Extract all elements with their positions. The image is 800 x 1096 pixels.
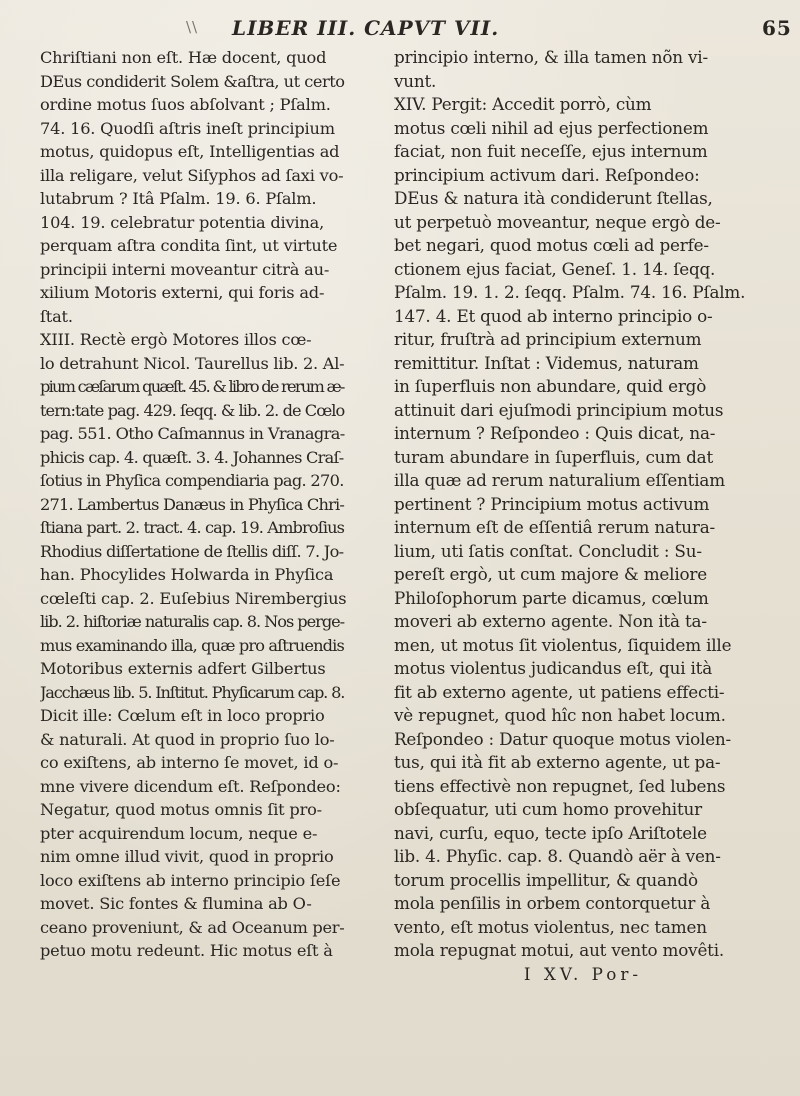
text-line: lib. 2. hiſtoriæ naturalis cap. 8. Nos perge- xyxy=(40,612,345,631)
text-line: lib. 4. Phyſic. cap. 8. Quandò aër à ven- xyxy=(394,846,721,866)
text-line: petuo motu redeunt. Hic motus eſt à xyxy=(40,941,333,960)
text-line: nim omne illud vivit, quod in proprio xyxy=(40,847,334,866)
text-line: men, ut motus ſit violentus, ſiquidem ille xyxy=(394,634,732,655)
running-head-prefix: \\ xyxy=(186,18,199,36)
text-line: DEus condiderit Solem &aſtra, ut certo xyxy=(40,71,345,91)
text-line: mola repugnat motui, aut vento movêti. xyxy=(394,940,725,960)
text-line: & naturali. At quod in proprio ſuo lo- xyxy=(40,729,335,749)
text-line: Dicit ille: Cœlum eſt in loco proprio xyxy=(40,706,325,725)
text-line: principium activum dari. Reſpondeo: xyxy=(394,164,700,185)
text-line: vento, eſt motus violentus, nec tamen xyxy=(394,916,707,937)
text-line: ſtat. xyxy=(40,306,73,326)
text-line: in ſuperfluis non abundare, quid ergò xyxy=(394,376,707,396)
text-line: faciat, non fuit neceſſe, ejus internum xyxy=(394,141,708,161)
text-line: fit ab externo agente, ut patiens effecti- xyxy=(394,681,725,702)
text-line: mne vivere dicendum eſt. Reſpondeo: xyxy=(40,776,341,796)
page-number: 65 xyxy=(762,16,792,40)
text-line: tiens effectivè non repugnet, ſed lubens xyxy=(394,775,726,796)
text-line: 271. Lambertus Danæus in Phyſica Chri- xyxy=(40,494,345,514)
text-line: illa quæ ad rerum naturalium eſſentiam xyxy=(394,470,725,490)
text-line: internum eſt de eſſentiâ rerum natura- xyxy=(394,517,715,537)
text-line: Reſpondeo : Datur quoque motus violen- xyxy=(394,728,732,749)
text-line: tern:tate pag. 429. ſeqq. & lib. 2. de Cœlo xyxy=(40,400,345,420)
text-line: cœleſti cap. 2. Euſebius Nirembergius xyxy=(40,588,346,608)
text-line: principio interno, & illa tamen nõn vi- xyxy=(394,47,708,67)
text-line: vè repugnet, quod hîc non habet locum. xyxy=(394,705,726,725)
running-head-title: LIBER III. CAPVT VII. xyxy=(232,16,500,40)
text-line: torum procellis impellitur, & quandò xyxy=(394,869,698,890)
text-line: pereſt ergò, ut cum majore & meliore xyxy=(394,564,707,584)
text-line: mus examinando illa, quæ pro aſtruendis xyxy=(40,635,344,655)
text-line: ritur, fruſtrà ad principium externum xyxy=(394,329,702,349)
text-line: lutabrum ? Itâ Pſalm. 19. 6. Pſalm. xyxy=(40,189,317,208)
text-line: 147. 4. Et quod ab interno principio o- xyxy=(394,305,713,326)
text-line: remittitur. Inſtat : Videmus, naturam xyxy=(394,352,699,373)
text-line: ceano proveniunt, & ad Oceanum per- xyxy=(40,917,345,937)
text-line: ctionem ejus faciat, Geneſ. 1. 14. ſeqq. xyxy=(394,258,716,279)
left-text-column xyxy=(40,46,346,963)
text-line: ut perpetuò moveantur, neque ergò de- xyxy=(394,211,721,232)
text-line: tus, qui ità fit ab externo agente, ut pa- xyxy=(394,752,721,772)
text-line: I XV. Por- xyxy=(523,963,643,984)
text-line: ſtiana part. 2. tract. 4. cap. 19. Ambroſius xyxy=(40,518,345,537)
running-head xyxy=(0,14,800,44)
text-line: perquam aſtra condita ſint, ut virtute xyxy=(40,236,338,255)
text-line: Pſalm. 19. 1. 2. ſeqq. Pſalm. 74. 16. Pſalm. xyxy=(394,282,746,302)
text-line: phicis cap. 4. quæſt. 3. 4. Johannes Craſ- xyxy=(40,447,344,467)
text-line: Motoribus externis adfert Gilbertus xyxy=(40,659,326,678)
text-line: Rhodius diſſertatione de ſtellis diſſ. 7. Jo- xyxy=(40,541,344,561)
text-line: co exiſtens, ab interno ſe movet, id o- xyxy=(40,753,339,772)
text-line: motus cœli nihil ad ejus perfectionem xyxy=(394,117,709,138)
text-line: loco exiſtens ab interno principio ſeſe xyxy=(40,870,341,890)
text-line: attinuit dari ejuſmodi principium motus xyxy=(394,399,724,420)
text-line: lium, uti ſatis conſtat. Concludit : Su- xyxy=(394,540,702,561)
text-line: pag. 551. Otho Caſmannus in Vranagra- xyxy=(40,424,345,443)
text-line: pter acquirendum locum, neque e- xyxy=(40,823,318,843)
text-line: pium cæſarum quæſt. 45. & libro de rerum æ- xyxy=(40,377,344,396)
text-line: han. Phocylides Holwarda in Phyſica xyxy=(40,565,334,584)
text-line: ordine motus ſuos abſolvant ; Pſalm. xyxy=(40,95,331,114)
text-line: turam abundare in ſuperfluis, cum dat xyxy=(394,446,714,467)
text-line: xilium Motoris externi, qui foris ad- xyxy=(40,283,325,302)
text-line: vunt. xyxy=(394,70,437,91)
text-line: XIV. Pergit: Accedit porrò, cùm xyxy=(394,94,652,114)
text-line: principii interni moveantur citrà au- xyxy=(40,259,330,279)
text-line: mola penſilis in orbem contorquetur à xyxy=(394,893,711,913)
text-line: lo detrahunt Nicol. Taurellus lib. 2. Al- xyxy=(40,353,345,373)
text-line: XIII. Rectè ergò Motores illos cœ- xyxy=(40,330,312,349)
text-line: Negatur, quod motus omnis ſit pro- xyxy=(40,800,322,819)
text-line: moveri ab externo agente. Non ità ta- xyxy=(394,611,707,631)
text-line: Chriſtiani non eſt. Hæ docent, quod xyxy=(40,48,327,67)
text-line: movet. Sic fontes & flumina ab O- xyxy=(40,894,312,913)
text-line: obſequatur, uti cum homo provehitur xyxy=(394,799,702,819)
right-text-column xyxy=(394,46,772,986)
text-line: bet negari, quod motus cœli ad perfe- xyxy=(394,235,709,255)
text-line: ſotius in Phyſica compendiaria pag. 270. xyxy=(40,471,344,490)
text-line: 104. 19. celebratur potentia divina, xyxy=(40,212,325,232)
text-line: 74. 16. Quodſi aſtris ineſt principium xyxy=(40,118,335,138)
text-line: pertinent ? Principium motus activum xyxy=(394,493,710,514)
text-line: illa religare, velut Siſyphos ad ſaxi vo- xyxy=(40,165,344,185)
text-line: DEus & natura ità condiderunt ſtellas, xyxy=(394,188,713,208)
text-line: Philoſophorum parte dicamus, cœlum xyxy=(394,587,709,608)
text-line: Jacchæus lib. 5. Inſtitut. Phyſicarum cap. 8. xyxy=(40,682,345,702)
text-line: motus, quidopus eſt, Intelligentias ad xyxy=(40,142,340,161)
text-line: internum ? Reſpondeo : Quis dicat, na- xyxy=(394,423,716,443)
text-line: navi, curſu, equo, tecte ipſo Ariſtotele xyxy=(394,822,707,843)
text-line: motus violentus judicandus eſt, qui ità xyxy=(394,658,713,678)
